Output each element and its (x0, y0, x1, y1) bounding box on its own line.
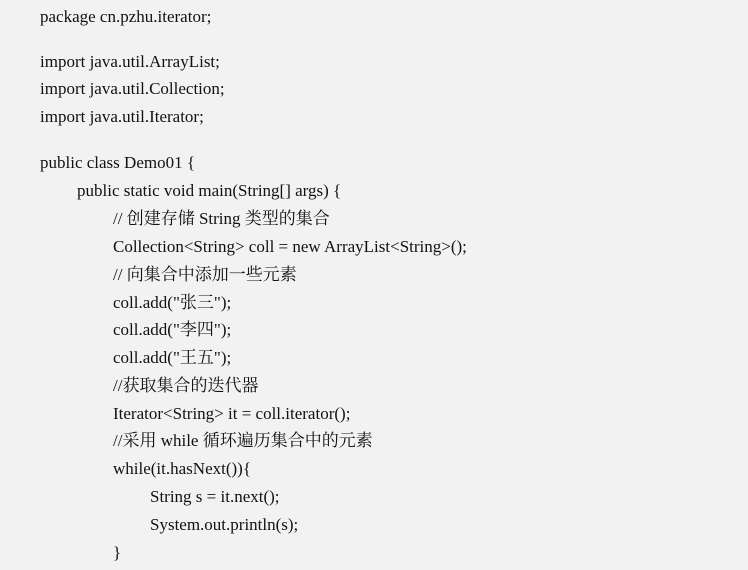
code-line-class-decl: public class Demo01 { (40, 153, 195, 172)
code-line-comment-create: // 创建存储 String 类型的集合 (113, 209, 330, 228)
code-line-close-brace: } (113, 543, 122, 562)
code-line-import-arraylist: import java.util.ArrayList; (40, 52, 220, 71)
code-line-comment-loop: //采用 while 循环遍历集合中的元素 (113, 431, 373, 450)
code-line-while: while(it.hasNext()){ (113, 459, 251, 478)
code-line-package: package cn.pzhu.iterator; (40, 7, 212, 26)
code-line-next: String s = it.next(); (150, 487, 280, 506)
code-line-add-3: coll.add("王五"); (113, 348, 232, 367)
code-line-collection-new: Collection<String> coll = new ArrayList<String>(); (113, 237, 467, 256)
code-line-comment-iterator: //获取集合的迭代器 (113, 376, 259, 395)
code-line-add-1: coll.add("张三"); (113, 293, 232, 312)
code-line-iterator-get: Iterator<String> it = coll.iterator(); (113, 404, 351, 423)
code-line-import-iterator: import java.util.Iterator; (40, 107, 204, 126)
code-line-println: System.out.println(s); (150, 515, 299, 534)
code-line-import-collection: import java.util.Collection; (40, 79, 225, 98)
code-line-add-2: coll.add("李四"); (113, 320, 232, 339)
code-line-comment-add: // 向集合中添加一些元素 (113, 265, 297, 284)
code-line-main-decl: public static void main(String[] args) { (77, 181, 342, 200)
